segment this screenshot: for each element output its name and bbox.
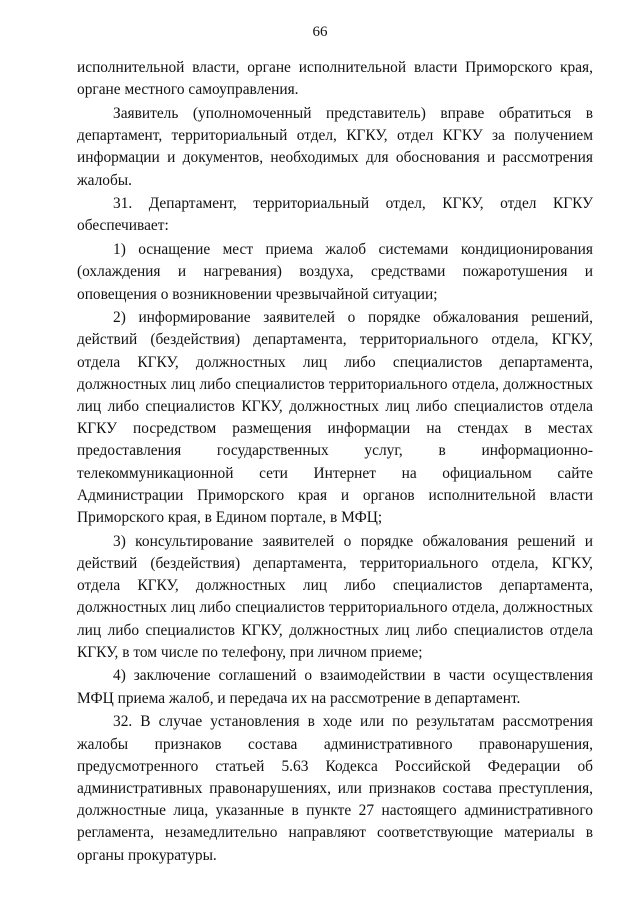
paragraph-31-item-2: 2) информирование заявителей о порядке обжалования решений, действий (бездействия) департамента, территориального отдела, КГКУ, отдела КГКУ, должностных лиц либо специалистов департамента, должностных лиц либо специалистов территориального отдела, должностных лиц либо специалистов КГКУ, должностных лиц либо специалистов отдела КГКУ посредством размещения информации на стендах в местах предоставления государственных услуг, в информационно-телекоммуникационной сети Интернет на официальном сайте Администрации Приморского края и органов исполнительной власти Приморского края, в Едином портале, в МФЦ; bbox=[77, 309, 593, 527]
paragraph-31-item-4: 4) заключение соглашений о взаимодействии в части осуществления МФЦ приема жалоб, и передача их на рассмотрение в департамент. bbox=[77, 667, 593, 707]
paragraph-31: 31. Департамент, территориальный отдел, КГКУ, отдел КГКУ обеспечивает: bbox=[77, 195, 593, 235]
page-number: 66 bbox=[312, 24, 328, 40]
document-body bbox=[77, 57, 593, 868]
paragraph-31-item-1: 1) оснащение мест приема жалоб системами кондиционирования (охлаждения и нагревания) воздуха, средствами пожаротушения и оповещения о возникновении чрезвычайной ситуации; bbox=[77, 241, 593, 303]
paragraph-32: 32. В случае установления в ходе или по результатам рассмотрения жалобы признаков состава административного правонарушения, предусмотренного статьей 5.63 Кодекса Российской Федерации об административных правонарушениях, или признаков состава преступления, должностные лица, указанные в пункте 27 настоящего административного регламента, незамедлительно направляют соответствующие материалы в органы прокуратуры. bbox=[77, 713, 593, 864]
paragraph-continuation: исполнительной власти, органе исполнительной власти Приморского края, органе местного самоуправления. bbox=[77, 59, 593, 99]
paragraph-31-item-3: 3) консультирование заявителей о порядке обжалования решений и действий (бездействия) департамента, территориального отдела, КГКУ, отдела КГКУ, должностных лиц либо специалистов департамента, должностных лиц либо специалистов территориального отдела, должностных лиц либо специалистов КГКУ, должностных лиц либо специалистов отдела КГКУ, в том числе по телефону, при личном приеме; bbox=[77, 532, 593, 661]
paragraph-applicant-right: Заявитель (уполномоченный представитель) вправе обратиться в департамент, территориальный отдел, КГКУ, отдел КГКУ за получением информации и документов, необходимых для обоснования и рассмотрения жалобы. bbox=[77, 104, 593, 189]
